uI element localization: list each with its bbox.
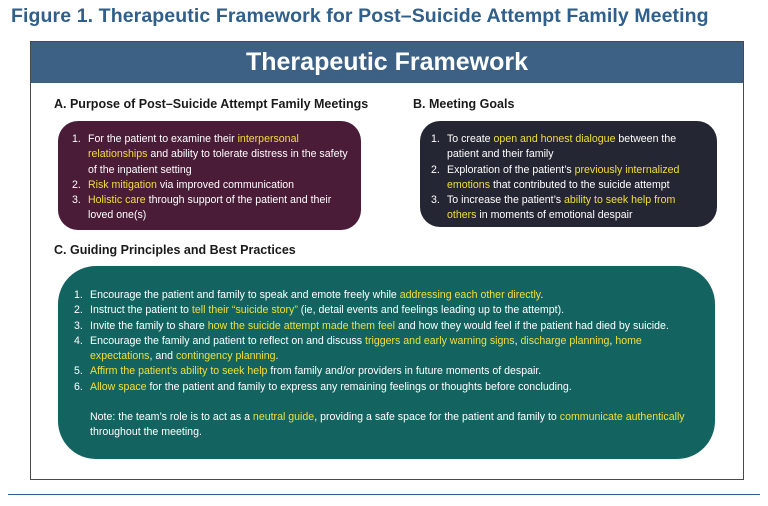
highlight-text: communicate authentically [559, 411, 685, 424]
purpose-list [72, 132, 351, 224]
highlight-text: ability to seek help from others [447, 194, 676, 222]
highlight-text: Holistic care [88, 194, 146, 207]
list-item [74, 380, 703, 395]
body-text: via improved communication [156, 178, 295, 191]
highlight-text: Affirm the patient’s ability to seek help [90, 365, 268, 378]
highlight-text: contingency planning [176, 350, 276, 363]
list-item [74, 364, 703, 379]
team-role-note [74, 410, 703, 441]
body-text: To increase the patient’s [447, 194, 564, 207]
body-text: that contributed to the suicide attempt [490, 178, 670, 191]
list-item [74, 288, 703, 303]
highlight-text: open and honest dialogue [493, 133, 616, 145]
section-c-heading: C. Guiding Principles and Best Practices [54, 243, 296, 257]
highlight-text: triggers and early warning signs [365, 334, 515, 347]
highlight-text: Risk mitigation [88, 178, 157, 191]
list-item [431, 132, 707, 163]
list-number: 3. [74, 319, 83, 332]
body-text: Note: the team’s role is to act as a [90, 411, 253, 424]
list-number: 2. [431, 163, 440, 176]
figure-title: Figure 1. Therapeutic Framework for Post–Suicide Attempt Family Meeting [11, 5, 709, 27]
list-number: 1. [74, 289, 83, 301]
body-text: . [540, 289, 544, 301]
goals-box [420, 121, 717, 227]
body-text: (ie, detail events and feelings leading up to the attempt). [297, 304, 565, 317]
body-text: in moments of emotional despair [476, 209, 633, 222]
bottom-rule [8, 494, 760, 495]
body-text: from family and/or providers in future moments of despair. [267, 365, 542, 378]
principles-list [74, 288, 703, 395]
list-number: 2. [74, 304, 83, 317]
section-b-heading: B. Meeting Goals [413, 97, 515, 111]
body-text: Instruct the patient to [90, 304, 192, 317]
highlight-text: discharge planning [520, 334, 610, 347]
highlight-text: tell their “suicide story” [191, 304, 298, 317]
highlight-text: Allow space [90, 380, 147, 393]
body-text: Encourage the family and patient to reflect on and discuss [90, 334, 366, 347]
highlight-text: how the suicide attempt made them feel [207, 319, 396, 332]
list-item [74, 334, 703, 365]
list-item [74, 303, 703, 318]
list-number: 5. [74, 365, 83, 378]
highlight-text: interpersonal relationships [88, 133, 299, 161]
section-a-heading: A. Purpose of Post–Suicide Attempt Family Meetings [54, 97, 369, 111]
body-text: , providing a safe space for the patient and family to [314, 411, 560, 424]
highlight-text: home expectations [90, 334, 642, 363]
list-number: 3. [72, 194, 81, 207]
list-number: 2. [72, 178, 81, 191]
highlight-text: previously internalized emotions [447, 163, 680, 191]
list-item [431, 163, 707, 194]
framework-banner: Therapeutic Framework [31, 42, 743, 83]
body-text: for the patient and family to express any remaining feelings or thoughts before concluding. [146, 380, 572, 393]
body-text: For the patient to examine their [88, 133, 238, 145]
list-number: 3. [431, 194, 440, 207]
list-item [431, 193, 707, 224]
list-number: 6. [74, 380, 83, 393]
body-text: through support of the patient and their loved one(s) [88, 194, 332, 222]
purpose-box [58, 121, 361, 230]
list-item [72, 193, 351, 224]
list-item [72, 132, 351, 178]
list-number: 1. [72, 133, 81, 145]
list-number: 4. [74, 334, 83, 347]
body-text: To create [447, 133, 494, 145]
body-text: and how they would feel if the patient had died by suicide. [395, 319, 669, 332]
body-text: Invite the family to share [90, 319, 208, 332]
body-text: . [275, 350, 279, 363]
list-item [72, 178, 351, 193]
body-text: and ability to tolerate distress in the safety of the inpatient setting [88, 148, 348, 176]
highlight-text: neutral guide [252, 411, 315, 424]
list-number: 1. [431, 133, 440, 145]
body-text: , [514, 334, 521, 347]
body-text: Exploration of the patient’s [447, 163, 575, 176]
goals-list [431, 132, 707, 224]
body-text: Encourage the patient and family to speak and emote freely while [90, 289, 400, 301]
principles-box [58, 266, 715, 459]
body-text: , [609, 334, 616, 347]
highlight-text: addressing each other directly [399, 289, 541, 301]
body-text: , and [149, 350, 176, 363]
list-item [74, 319, 703, 334]
body-text: between the patient and their family [447, 133, 677, 161]
framework-panel [30, 41, 744, 480]
body-text: throughout the meeting. [90, 426, 202, 439]
